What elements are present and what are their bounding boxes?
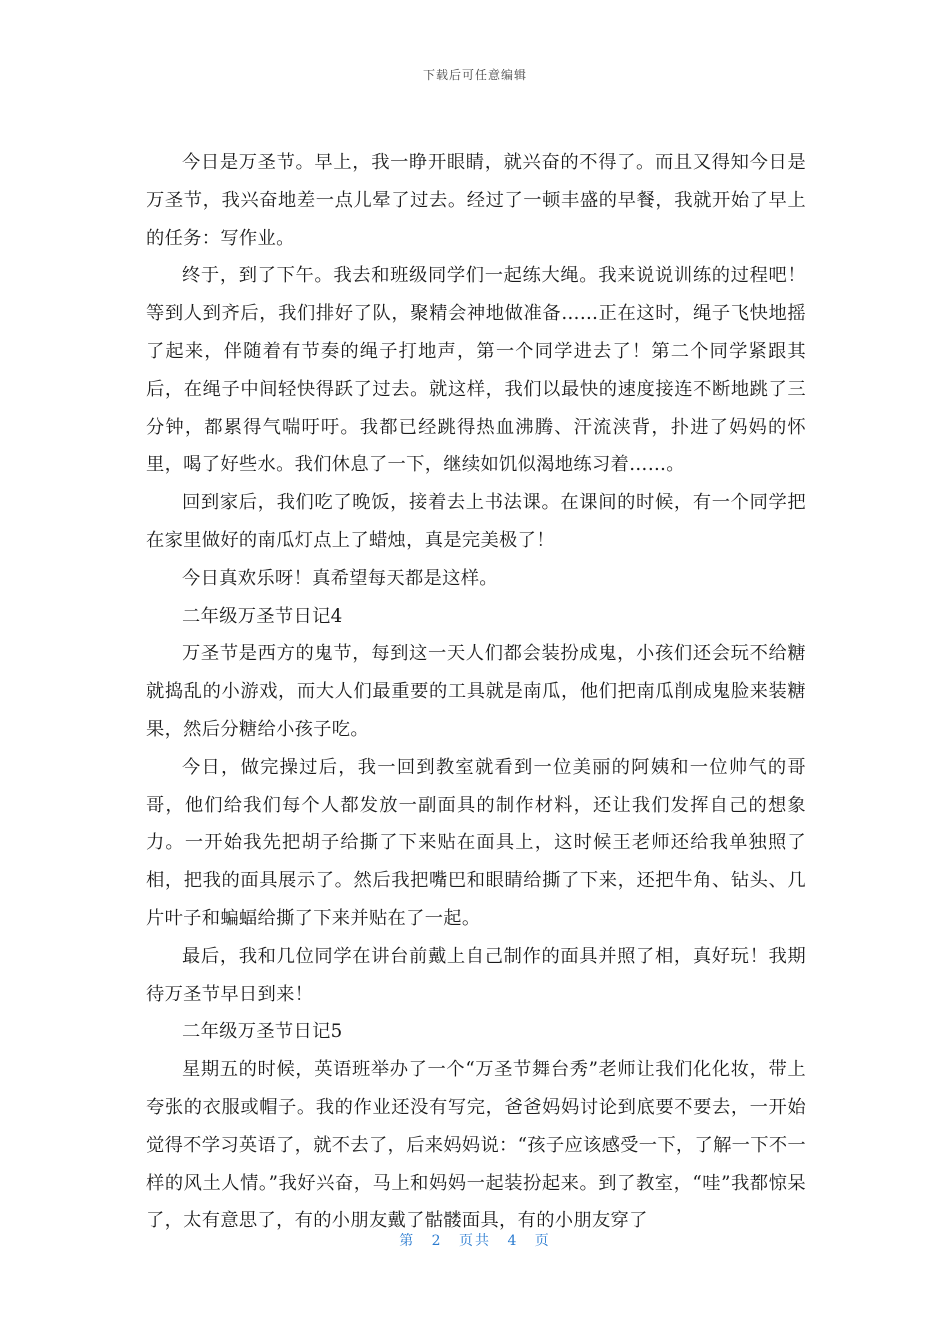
paragraph: 今日是万圣节。早上，我一睁开眼睛，就兴奋的不得了。而且又得知今日是万圣节，我兴奋地差一点儿晕了过去。经过了一顿丰盛的早餐，我就开始了早上的任务：写作业。 [146,152,806,249]
paragraph: 今日真欢乐呀！真希望每天都是这样。 [182,567,498,589]
section-heading: 二年级万圣节日记5 [182,1021,343,1043]
paragraph: 最后，我和几位同学在讲台前戴上自己制作的面具并照了相，真好玩！我期待万圣节早日到来！ [146,945,806,1005]
paragraph: 回到家后，我们吃了晚饭，接着去上书法课。在课间的时候，有一个同学把在家里做好的南瓜灯点上了蜡烛，真是完美极了！ [146,492,806,551]
paragraph: 终于，到了下午。我去和班级同学们一起练大绳。我来说说训练的过程吧！等到人到齐后，我们排好了队，聚精会神地做准备……正在这时，绳子飞快地摇了起来，伴随着有节奏的绳子打地声，第一个同学进去了！第二个同学紧跟其后，在绳子中间轻快得跃了过去。就这样，我们以最快的速度接连不断地跳了三分钟，都累得气喘吁吁。我都已经跳得热血沸腾、汗流浃背，扑进了妈妈的怀里，喝了好些水。我们休息了一下，继续如饥似渴地练习着……。 [146,265,806,476]
document-body [146,144,806,1240]
paragraph: 万圣节是西方的鬼节，每到这一天人们都会装扮成鬼，小孩们还会玩不给糖就捣乱的小游戏，而大人们最重要的工具就是南瓜，他们把南瓜削成鬼脸来装糖果，然后分糖给小孩子吃。 [146,643,806,740]
page-number: 第 2 页共 4 页 [399,1233,551,1249]
paragraph: 今日，做完操过后，我一回到教室就看到一位美丽的阿姨和一位帅气的哥哥，他们给我们每个人都发放一副面具的制作材料，还让我们发挥自己的想象力。一开始我先把胡子给撕了下来贴在面具上，这时候王老师还给我单独照了相，把我的面具展示了。然后我把嘴巴和眼睛给撕了下来，还把牛角、钻头、几片叶子和蝙蝠给撕了下来并贴在了一起。 [146,756,806,929]
paragraph: 星期五的时候，英语班举办了一个“万圣节舞台秀”老师让我们化化妆，带上夸张的衣服或帽子。我的作业还没有写完，爸爸妈妈讨论到底要不要去，一开始觉得不学习英语了，就不去了，后来妈妈说：“孩子应该感受一下，了解一下不一样的风土人情。”我好兴奋，马上和妈妈一起装扮起来。到了教室，“哇”我都惊呆了，太有意思了，有的小朋友戴了骷髅面具，有的小朋友穿了 [146,1059,806,1232]
page-header: 下载后可任意编辑 [422,68,527,82]
section-heading: 二年级万圣节日记4 [182,605,343,627]
